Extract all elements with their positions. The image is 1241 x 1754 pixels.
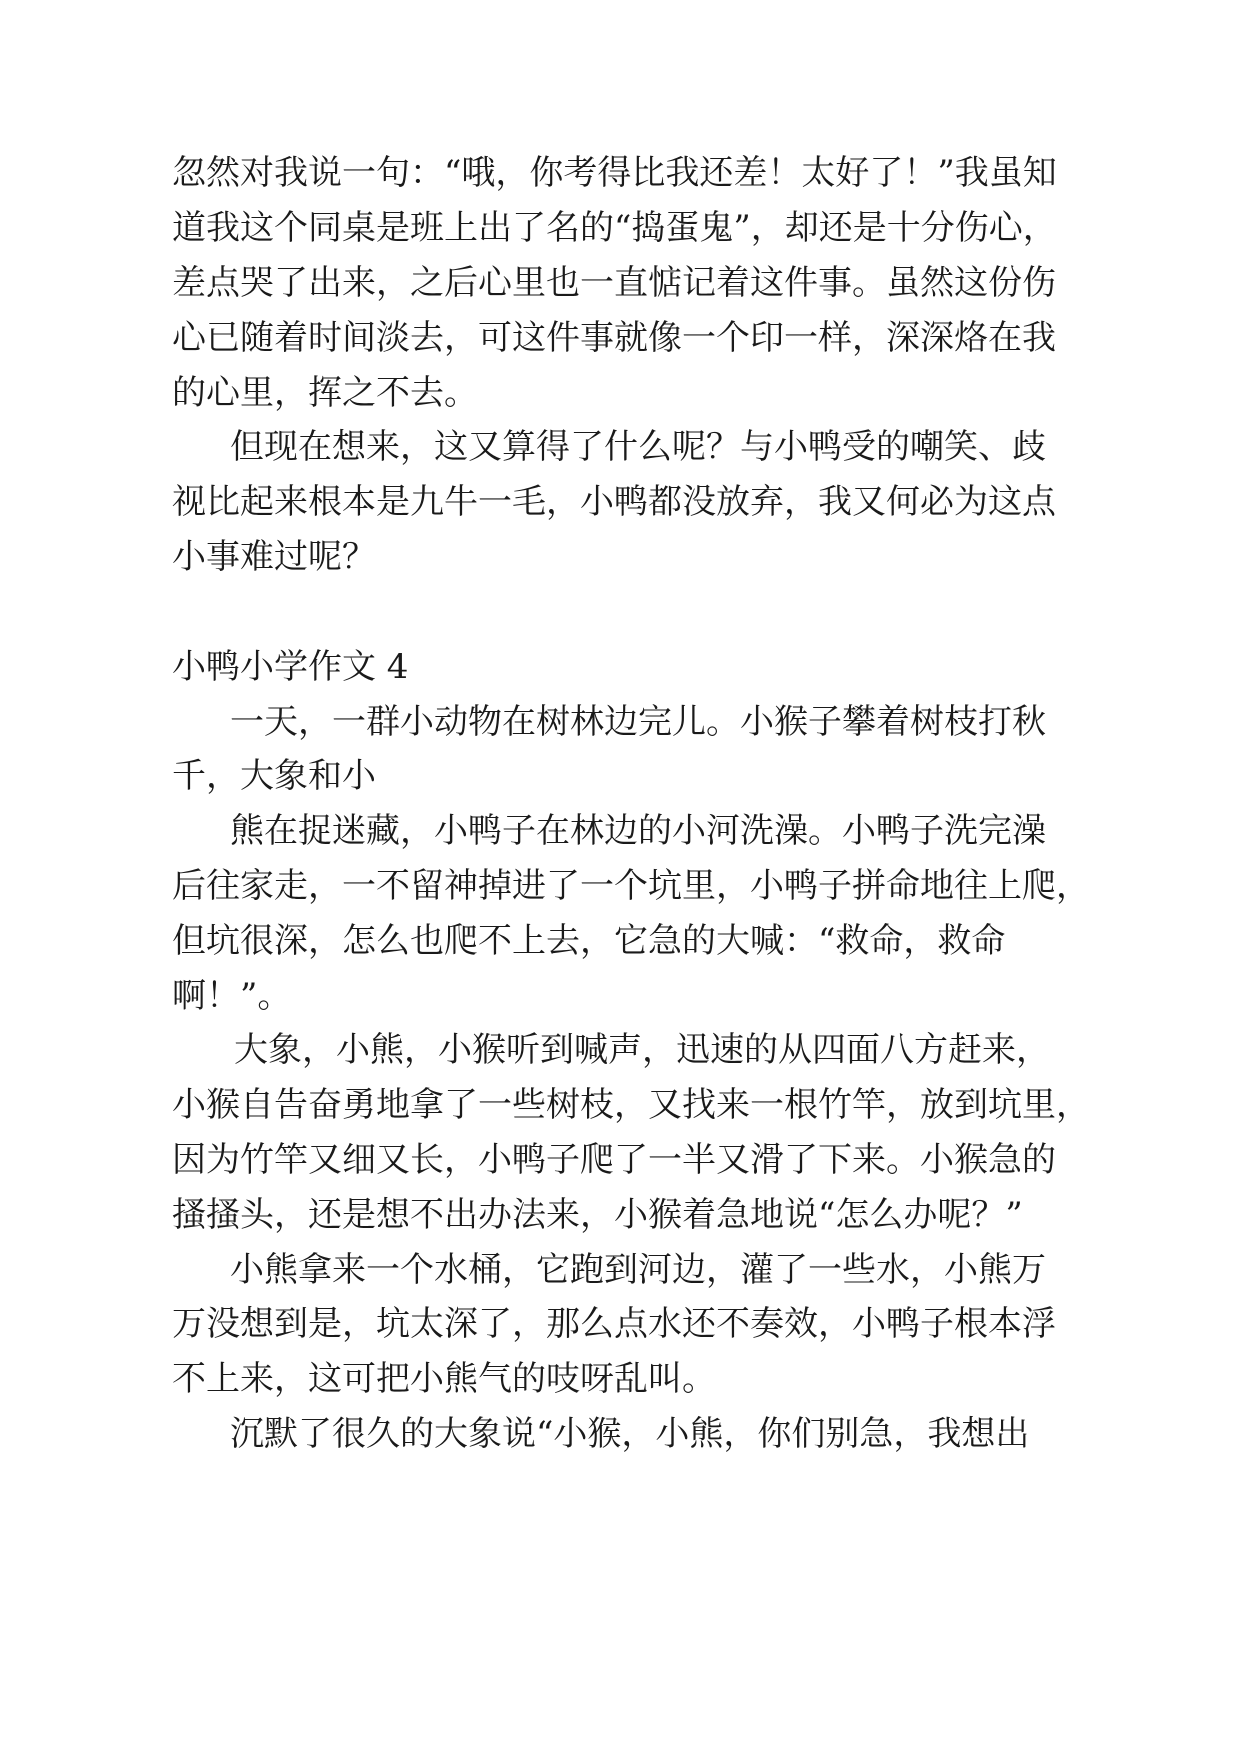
paragraph-first-line: 但现在想来，这又算得了什么呢？与小鸭受的嘲笑、歧 xyxy=(230,427,1046,467)
text-line: 心已随着时间淡去，可这件事就像一个印一样，深深烙在我 xyxy=(172,318,1056,358)
text-line: 道我这个同桌是班上出了名的“捣蛋鬼”，却还是十分伤心， xyxy=(172,208,1057,248)
text-line: 因为竹竿又细又长，小鸭子爬了一半又滑了下来。小猴急的 xyxy=(172,1140,1056,1180)
text-line: 搔搔头，还是想不出办法来，小猴着急地说“怎么办呢？” xyxy=(172,1195,1023,1235)
text-line: 后往家走，一不留神掉进了一个坑里，小鸭子拼命地往上爬， xyxy=(172,866,1090,906)
text-line: 万没想到是，坑太深了，那么点水还不奏效，小鸭子根本浮 xyxy=(172,1304,1056,1344)
text-line: 啊！”。 xyxy=(172,976,292,1016)
text-line: 千，大象和小 xyxy=(172,756,376,796)
text-line: 忽然对我说一句：“哦，你考得比我还差！太好了！”我虽知 xyxy=(172,153,1057,193)
section-heading: 小鸭小学作文 4 xyxy=(172,647,409,687)
paragraph-first-line: 小熊拿来一个水桶，它跑到河边，灌了一些水，小熊万 xyxy=(230,1250,1046,1290)
paragraph-first-line: 大象，小熊，小猴听到喊声，迅速的从四面八方赶来， xyxy=(234,1030,1050,1070)
text-line: 的心里，挥之不去。 xyxy=(172,373,478,413)
paragraph-first-line: 一天，一群小动物在树林边完儿。小猴子攀着树枝打秋 xyxy=(230,702,1046,742)
text-line: 但坑很深，怎么也爬不上去，它急的大喊：“救命，救命 xyxy=(172,921,1006,961)
paragraph-first-line: 熊在捉迷藏，小鸭子在林边的小河洗澡。小鸭子洗完澡 xyxy=(230,811,1046,851)
paragraph-first-line: 沉默了很久的大象说“小猴，小熊，你们别急，我想出 xyxy=(230,1414,1030,1454)
text-line: 视比起来根本是九牛一毛，小鸭都没放弃，我又何必为这点 xyxy=(172,482,1056,522)
text-line: 小事难过呢？ xyxy=(172,537,376,577)
text-line: 差点哭了出来，之后心里也一直惦记着这件事。虽然这份伤 xyxy=(172,263,1056,303)
text-line: 不上来，这可把小熊气的吱呀乱叫。 xyxy=(172,1359,716,1399)
text-line: 小猴自告奋勇地拿了一些树枝，又找来一根竹竿，放到坑里， xyxy=(172,1085,1090,1125)
